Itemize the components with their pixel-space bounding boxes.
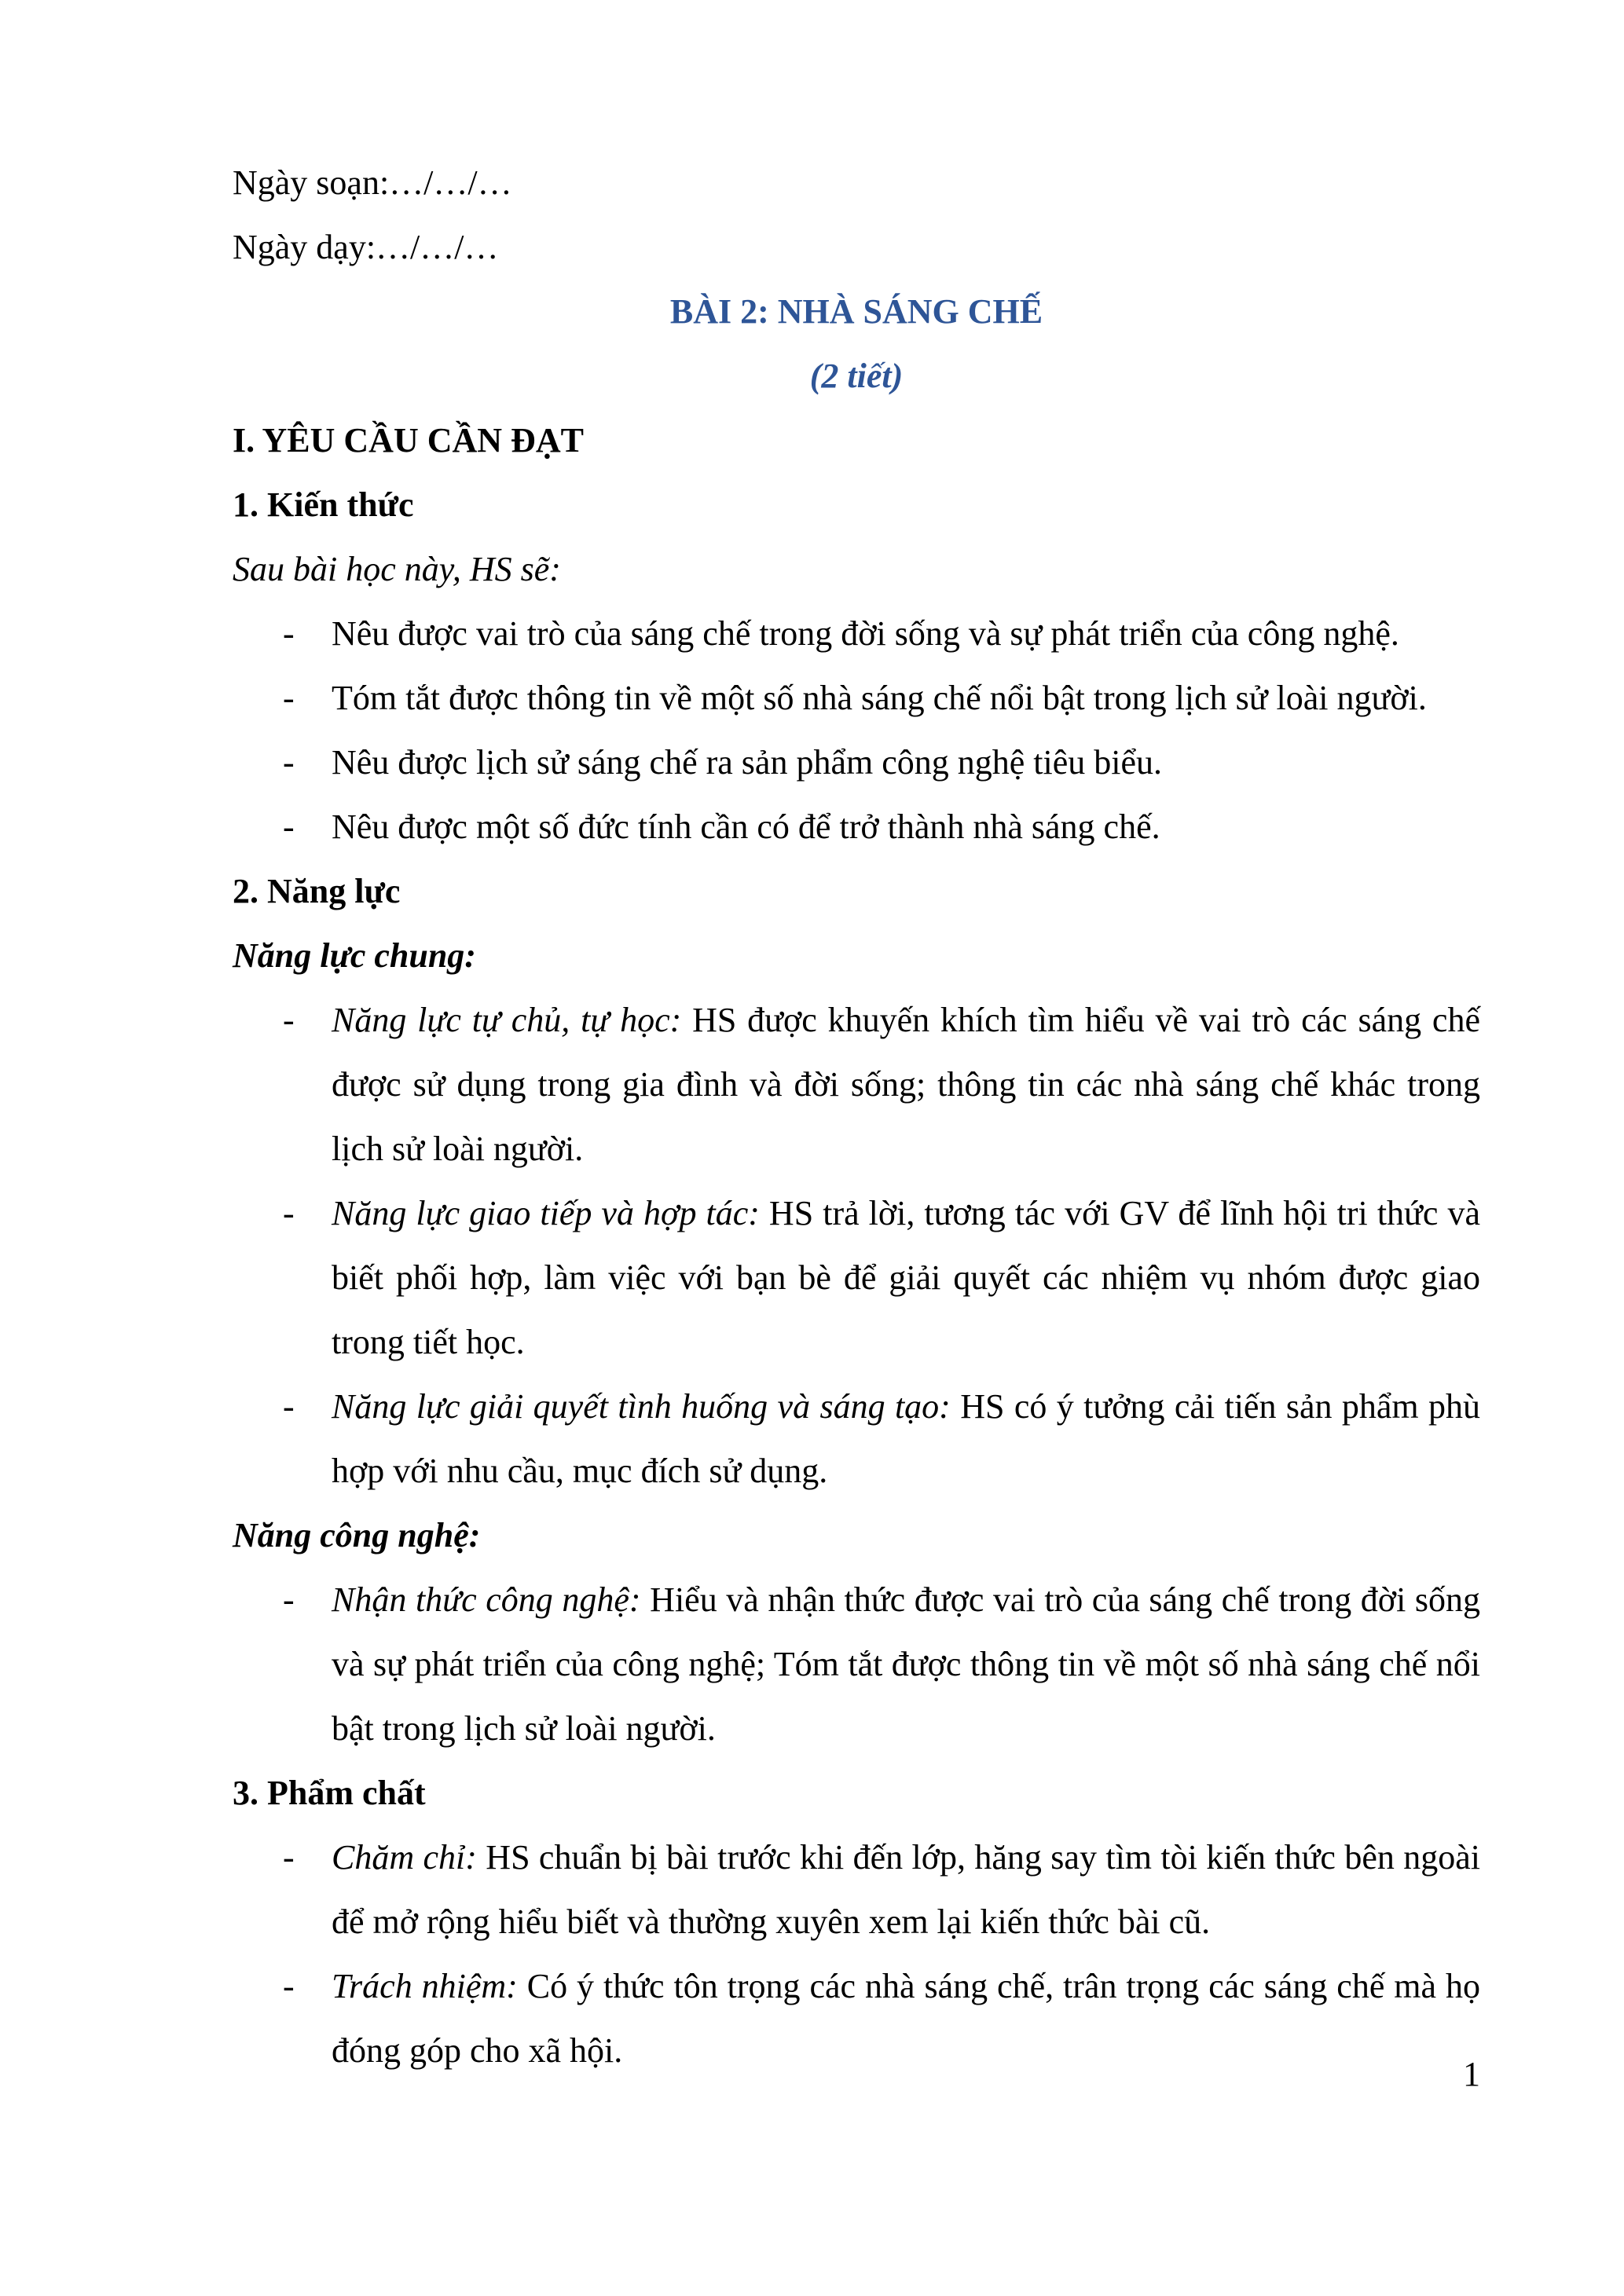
list-item: - Trách nhiệm: Có ý thức tôn trọng các nhà sáng chế, trân trọng các sáng chế mà họ đóng góp cho xã hội. [283, 1967, 1480, 2070]
list-item-term: Năng lực tự chủ, tự học: [332, 1001, 682, 1039]
section-heading-requirements: I. YÊU CẦU CẦN ĐẠT [233, 421, 584, 460]
date-prepared: Ngày soạn:…/…/… [233, 163, 512, 202]
list-item: - Năng lực tự chủ, tự học: HS được khuyến khích tìm hiểu về vai trò các sáng chế được sử dụng trong gia đình và đời sống; thông tin các nhà sáng chế khác trong lịch sử loài người. [283, 1001, 1480, 1168]
list-item-text: HS trả lời, tương tác với GV để lĩnh hội tri thức và biết phối hợp, làm việc với bạn bè để giải quyết các nhiệm vụ nhóm được giao trong tiết học. [332, 1194, 1480, 1361]
page-number: 1 [1463, 2055, 1480, 2093]
list-item-term: Năng lực giải quyết tình huống và sáng tạo: [332, 1387, 951, 1426]
subsection-heading-competency: 2. Năng lực [233, 872, 401, 910]
lesson-duration: (2 tiết) [809, 357, 904, 395]
list-item-term: Chăm chỉ: [332, 1838, 477, 1877]
list-item-text: HS được khuyến khích tìm hiểu về vai trò các sáng chế được sử dụng trong gia đình và đời sống; thông tin các nhà sáng chế khác trong lịch sử loài người. [332, 1001, 1480, 1168]
tech-competency-heading: Năng công nghệ: [233, 1516, 481, 1554]
list-item: - Chăm chỉ: HS chuẩn bị bài trước khi đến lớp, hăng say tìm tòi kiến thức bên ngoài để mở rộng hiểu biết và thường xuyên xem lại kiến thức bài cũ. [283, 1838, 1481, 1941]
list-item-text: HS chuẩn bị bài trước khi đến lớp, hăng say tìm tòi kiến thức bên ngoài để mở rộng hiểu biết và thường xuyên xem lại kiến thức bài cũ. [332, 1838, 1481, 1941]
list-item: - Nêu được lịch sử sáng chế ra sản phẩm công nghệ tiêu biểu. [283, 743, 1162, 782]
list-item: - Nhận thức công nghệ: Hiểu và nhận thức được vai trò của sáng chế trong đời sống và sự phát triển của công nghệ; Tóm tắt được thông tin về một số nhà sáng chế nổi bật trong lịch sử loài người. [283, 1580, 1481, 1748]
knowledge-list [233, 602, 1480, 859]
subsection-heading-knowledge: 1. Kiến thức [233, 485, 414, 524]
general-competency-list [233, 988, 1480, 1503]
list-item-term: Nhận thức công nghệ: [332, 1580, 641, 1619]
list-item-text: Hiểu và nhận thức được vai trò của sáng chế trong đời sống và sự phát triển của công nghệ; Tóm tắt được thông tin về một số nhà sáng chế nổi bật trong lịch sử loài người. [332, 1580, 1481, 1748]
date-taught: Ngày dạy:…/…/… [233, 228, 499, 266]
list-item-term: Năng lực giao tiếp và hợp tác: [332, 1194, 760, 1232]
list-item: - Nêu được một số đức tính cần có để trở thành nhà sáng chế. [283, 807, 1160, 846]
list-item: - Tóm tắt được thông tin về một số nhà sáng chế nổi bật trong lịch sử loài người. [283, 679, 1427, 717]
subsection-heading-qualities: 3. Phẩm chất [233, 1774, 426, 1812]
list-item-text: Có ý thức tôn trọng các nhà sáng chế, trân trọng các sáng chế mà họ đóng góp cho xã hội. [332, 1967, 1480, 2070]
qualities-list [233, 1825, 1480, 2083]
knowledge-intro: Sau bài học này, HS sẽ: [233, 550, 561, 588]
list-item-text: HS có ý tưởng cải tiến sản phẩm phù hợp với nhu cầu, mục đích sử dụng. [332, 1387, 1480, 1490]
lesson-title: BÀI 2: NHÀ SÁNG CHẾ [669, 292, 1043, 331]
list-item: - Nêu được vai trò của sáng chế trong đời sống và sự phát triển của công nghệ. [283, 614, 1399, 653]
list-item-term: Trách nhiệm: [332, 1967, 518, 2005]
tech-competency-list [233, 1568, 1480, 1761]
list-item: - Năng lực giải quyết tình huống và sáng tạo: HS có ý tưởng cải tiến sản phẩm phù hợp với nhu cầu, mục đích sử dụng. [283, 1387, 1480, 1490]
document-body [233, 151, 1480, 2083]
list-item: - Năng lực giao tiếp và hợp tác: HS trả lời, tương tác với GV để lĩnh hội tri thức và biết phối hợp, làm việc với bạn bè để giải quyết các nhiệm vụ nhóm được giao trong tiết học. [283, 1194, 1480, 1361]
general-competency-heading: Năng lực chung: [233, 936, 476, 975]
